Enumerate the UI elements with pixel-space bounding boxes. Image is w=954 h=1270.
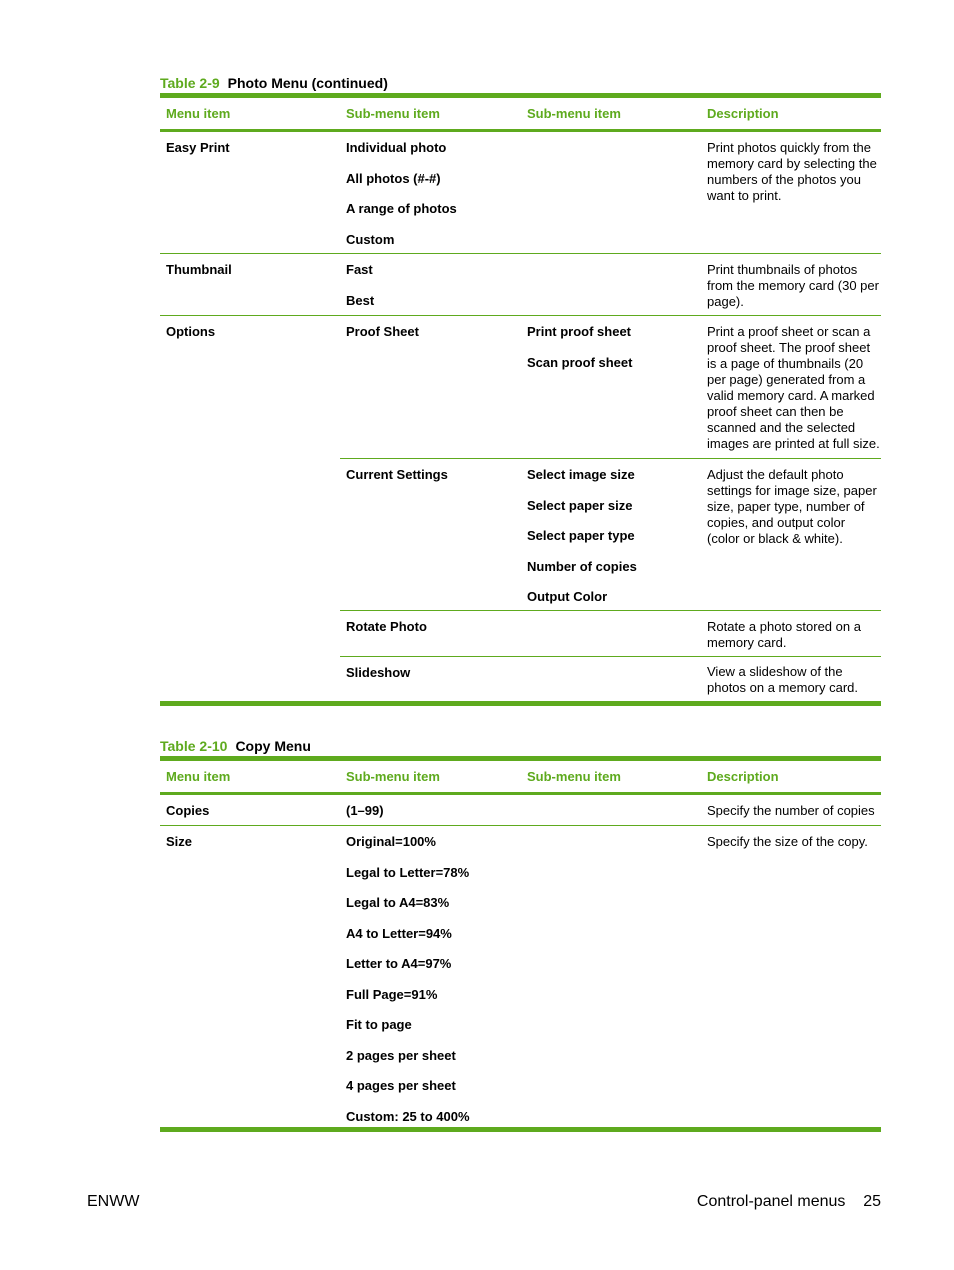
table-header-row xyxy=(160,98,881,132)
sub-menu-item: Proof Sheet xyxy=(346,324,419,339)
header-description: Description xyxy=(707,769,779,784)
sub-row-slideshow xyxy=(340,657,881,701)
sub-menu-item: Legal to A4=83% xyxy=(346,895,450,910)
footer-right xyxy=(697,1193,881,1211)
sub-menu-item: Slideshow xyxy=(346,665,411,680)
empty-cell xyxy=(521,826,701,1127)
sub-menu-item: Letter to A4=97% xyxy=(346,956,452,971)
sub-menu-item: Rotate Photo xyxy=(346,619,427,634)
table-row xyxy=(160,132,881,254)
description: Print thumbnails of photos from the memory card (30 per page). xyxy=(707,262,879,309)
sub-menu-item: Fast xyxy=(346,262,373,277)
sub-row-current-settings xyxy=(340,459,881,611)
header-description: Description xyxy=(707,106,779,121)
copy-menu-table xyxy=(160,737,881,1132)
page-number: 25 xyxy=(863,1193,881,1210)
description: Rotate a photo stored on a memory card. xyxy=(707,619,861,650)
header-menu-item: Menu item xyxy=(166,106,231,121)
menu-item-easy-print: Easy Print xyxy=(166,140,230,155)
sub-menu-item: Print proof sheet xyxy=(527,324,632,339)
sub-menu-item: Individual photo xyxy=(346,140,447,155)
sub-menu-item: Number of copies xyxy=(527,558,637,574)
sub-menu-item: 4 pages per sheet xyxy=(346,1078,456,1093)
sub-menu-list xyxy=(340,254,521,315)
sub-menu-item: A range of photos xyxy=(346,201,457,216)
sub-menu-list xyxy=(340,826,521,1127)
sub-menu-item: Custom: 25 to 400% xyxy=(346,1108,470,1124)
sub-menu-list xyxy=(521,459,701,610)
table-row xyxy=(160,826,881,1127)
menu-item-options: Options xyxy=(166,324,216,339)
sub-menu-list xyxy=(340,132,521,253)
empty-cell xyxy=(521,611,701,656)
description: Specify the number of copies xyxy=(707,803,875,818)
sub-menu-item: Legal to Letter=78% xyxy=(346,864,470,880)
sub-menu-item: 2 pages per sheet xyxy=(346,1047,456,1063)
sub-menu-item: Select paper type xyxy=(527,528,635,543)
sub-menu-item: Full Page=91% xyxy=(346,986,438,1002)
photo-menu-table xyxy=(160,74,881,706)
table-row xyxy=(160,316,881,701)
sub-row-rotate-photo xyxy=(340,611,881,657)
table-caption xyxy=(160,74,881,92)
table-title: Copy Menu xyxy=(235,738,311,754)
description: Print photos quickly from the memory card by selecting the numbers of the photos you want to print. xyxy=(707,140,877,203)
sub-menu-item: Select image size xyxy=(527,467,635,482)
table-row xyxy=(160,254,881,316)
empty-cell xyxy=(521,254,701,315)
sub-menu-list xyxy=(521,316,701,458)
sub-row-proof-sheet xyxy=(340,316,881,459)
sub-menu-item: (1–99) xyxy=(346,803,384,818)
sub-menu-item: Custom xyxy=(346,231,395,247)
description: View a slideshow of the photos on a memory card. xyxy=(707,664,859,695)
menu-item-size: Size xyxy=(166,834,193,849)
table-number: Table 2-9 xyxy=(160,75,220,91)
description: Adjust the default photo settings for image size, paper size, paper type, number of copies, and output color (color or black & white). xyxy=(707,467,877,546)
table-row xyxy=(160,795,881,826)
table-number: Table 2-10 xyxy=(160,738,228,754)
sub-menu-item: Original=100% xyxy=(346,834,436,849)
footer-section: Control-panel menus xyxy=(696,1193,846,1210)
header-menu-item: Menu item xyxy=(166,769,231,784)
menu-item-thumbnail: Thumbnail xyxy=(166,262,232,277)
table-header-row xyxy=(160,761,881,795)
empty-cell xyxy=(521,132,701,253)
sub-menu-item: Current Settings xyxy=(346,467,448,482)
sub-menu-item: Scan proof sheet xyxy=(527,354,633,370)
empty-cell xyxy=(521,795,701,825)
sub-menu-item: Best xyxy=(346,292,375,308)
sub-menu-item: Output Color xyxy=(527,589,608,604)
header-sub-menu-item: Sub-menu item xyxy=(346,769,440,784)
header-sub-menu-item: Sub-menu item xyxy=(346,106,440,121)
table-title: Photo Menu (continued) xyxy=(227,75,388,91)
empty-cell xyxy=(521,657,701,701)
header-sub-menu-item-2: Sub-menu item xyxy=(527,106,621,121)
sub-menu-item: A4 to Letter=94% xyxy=(346,925,452,941)
header-sub-menu-item-2: Sub-menu item xyxy=(527,769,621,784)
table-bottom-rule xyxy=(160,701,881,706)
options-sub-table xyxy=(340,316,881,701)
description: Specify the size of the copy. xyxy=(707,834,868,849)
description: Print a proof sheet or scan a proof sheet. The proof sheet is a page of thumbnails (20 per page) generated from a valid memory card. A marked proof sheet can then be scanned and the selected images are printed at full size. xyxy=(707,324,880,451)
sub-menu-item: Fit to page xyxy=(346,1017,412,1032)
menu-item-copies: Copies xyxy=(166,803,210,818)
footer-left: ENWW xyxy=(87,1193,140,1210)
sub-menu-item: All photos (#-#) xyxy=(346,170,441,186)
table-caption xyxy=(160,737,881,755)
sub-menu-item: Select paper size xyxy=(527,497,633,513)
